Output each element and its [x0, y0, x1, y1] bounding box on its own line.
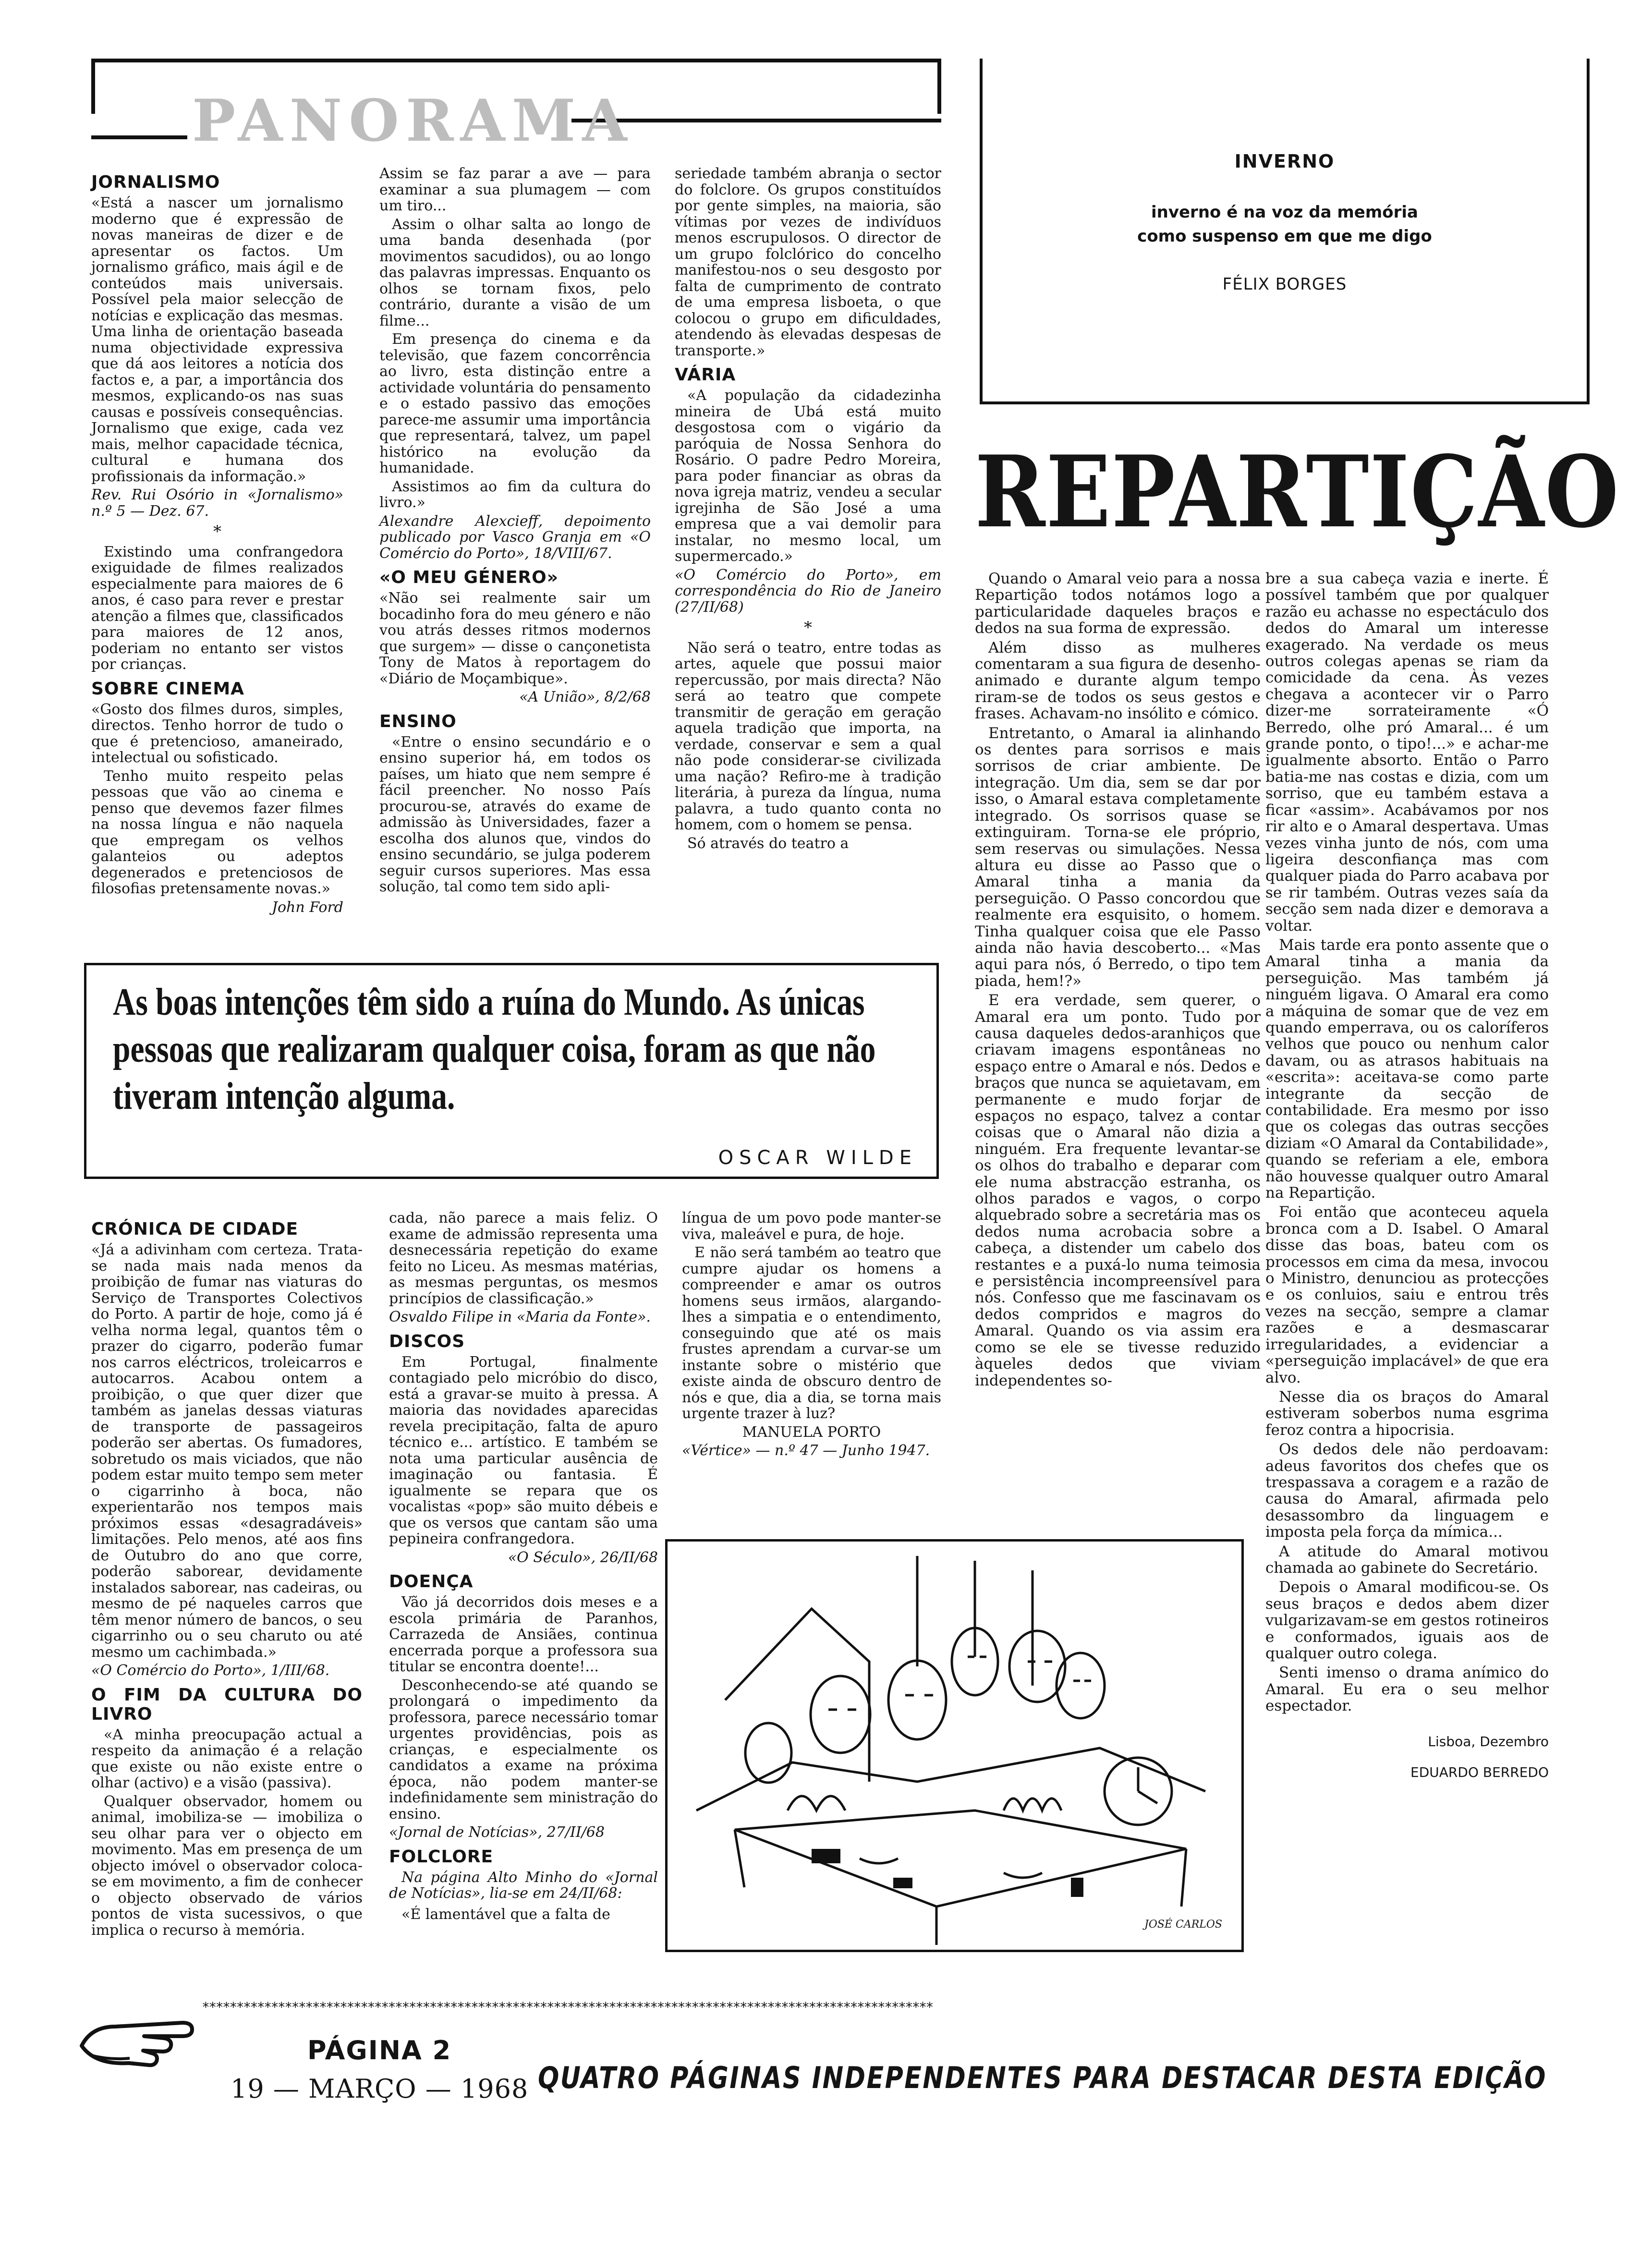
- reparticao-author: EDUARDO BERREDO: [1410, 1764, 1549, 1781]
- heading-discos: DISCOS: [389, 1331, 465, 1351]
- article-teatro-2: Só através do teatro a: [687, 835, 849, 852]
- article-doenca-p1: Vão já decorridos dois meses e a escola primária de Paranhos, Carrazeda de Ansiães, continua encerrada porque a professora sua titular se encontra doente!...: [389, 1594, 658, 1675]
- reparticao-c2-p2: Mais tarde era ponto assente que o Amaral tinha a mania da perseguição. Mas também já ninguém ligava. O Amaral era como a máquina de somar que de vez em quando emperrava, ou os caloríferos velhos que pouco ou nenhum calor davam, ou as atrasos habituais na «escrita»: aceitava-se como parte integrante da secção de contabilidade. Era mesmo por isso que os colegas das outras secções diziam «O Amaral da Contabilidade», quando se referiam a ele, embora não houvesse qualquer outro Amaral na Repartição.: [1265, 936, 1549, 1202]
- source-discos: «O Século», 26/II/68: [508, 1549, 658, 1566]
- source-vertice: «Vértice» — n.º 47 — Junho 1947.: [682, 1442, 930, 1459]
- footer-page: PÁGINA 2: [307, 2035, 452, 2065]
- article-teatro-cont: língua de um povo pode manter-se viva, maleável e pura, de hoje.: [682, 1210, 941, 1243]
- reparticao-place: Lisboa, Dezembro: [1428, 1733, 1549, 1749]
- article-folclore-p1: Na página Alto Minho do «Jornal de Notícias», lia-se em 24/II/68:: [389, 1869, 658, 1902]
- article-cinema-p2: Tenho muito respeito pelas pessoas que vão ao cinema e penso que devemos fazer filmes na nossa língua e não naquela que empregam os velhos galanteios ou adeptos degenerados e pretenciosos de filosofias pretensamente novas.»: [91, 767, 343, 897]
- source-genero: «A União», 8/2/68: [519, 689, 651, 705]
- heading-o-meu-genero: «O MEU GÉNERO»: [379, 568, 559, 587]
- article-discos: Em Portugal, finalmente contagiado pelo micróbio do disco, está a gravar-se muito à pressa. A maioria das novidades aparecidas revela precipitação, falta de apuro técnico e... artístico. E também se nota uma particular ausência de imaginação ou fantasia. É igualmente se repara que os vocalistas «pop» são muito débeis e que os versos que cantam são uma pepineira confrangedora.: [389, 1353, 658, 1547]
- quote-text: As boas intenções têm sido a ruína do Mundo. As únicas pessoas que realizaram qualquer coisa, foram as que não tiveram intenção alguma.: [113, 981, 876, 1117]
- reparticao-c1-p3: Entretanto, o Amaral ia alinhando os dentes para sorrisos e mais sorrisos de criar ambiente. De integração. Um dia, sem se dar por isso, o Amaral estava completamente integrado. Os sorrisos quase se extinguiram. Torna-se ele próprio, sem reservas ou simulações. Nessa altura eu disse ao Passo que o Amaral tinha a mania da perseguição. O Passo concordou que realmente era esquisito, o homem. Tinha qualquer coisa que ele Passo ainda não havia descoberto... «Mas aqui para nós, ó Berredo, o tipo tem piada, hem!?»: [975, 724, 1261, 990]
- masthead: [91, 59, 941, 155]
- reparticao-c2-p7: Depois o Amaral modificou-se. Os seus braços e dedos abem dizer vulgarizavam-se em gestos rotineiros e conformados, iguais aos de qualquer outro colega.: [1265, 1579, 1549, 1662]
- poem-line-2: como suspenso em que me digo: [1137, 227, 1432, 246]
- separator-star-2: *: [804, 618, 812, 637]
- article-cronica: «Já a adivinham com certeza. Trata-se nada mais nada menos da proibição de fumar nas viaturas do Serviço de Transportes Colectivos do Porto. A partir de hoje, como já é velha norma legal, quantos têm o prazer do cigarro, poderão fumar nos carros eléctricos, troleicarros e autocarros. Acabou ontem a proibição, o que quer dizer que também as janelas dessas viaturas de transporte de passageiros poderão ser abertas. Os fumadores, sobretudo os mais viciados, que não podem estar muito tempo sem meter o cigarrinho à boca, não experientarão nos tempos mais próximos essas «desagradáveis» limitações. Pelo menos, até aos fins de Outubro do ano que corre, poderão saborear, devidamente instalados saborear, nas cadeiras, ou mesmo de pé naqueles carros que têm menor número de bancos, o seu cigarrinho ou o seu charuto ou até mesmo um cachimbada.»: [91, 1241, 363, 1661]
- poem-line-1: inverno é na voz da memória: [1151, 203, 1419, 222]
- article-varia: «A população da cidadezinha mineira de Ubá está muito desgostosa com o vigário da paróquia de Nossa Senhora do Rosário. O padre Pedro Moreira, para poder financiar as obras da nova igreja matriz, vendeu a secular igrejinha de São José a uma empresa que a vai demolir para instalar, no mesmo local, um supermercado.»: [675, 387, 941, 565]
- illustration-drawing: [668, 1542, 1241, 1950]
- heading-cronica: CRÓNICA DE CIDADE: [91, 1219, 299, 1239]
- reparticao-c2-p5: Os dedos dele não perdoavam: adeus favoritos dos chefes que os trespassava a coragem e a razão de causa do Amaral, afirmada pelo desassombro da linguagem e imposta pela força da mímica...: [1265, 1441, 1549, 1541]
- article-fim-p2: Qualquer observador, homem ou animal, imobiliza-se — imobiliza o seu olhar para ver o objecto em movimento. Mas em presença de um objecto imóvel o observador coloca-se em movimento, a fim de conhecer o objecto observado de vários pontos de vista sucessivos, o que implica o recurso à memória.: [91, 1793, 363, 1939]
- reparticao-c2-p1: bre a sua cabeça vazia e inerte. É possível também que por qualquer razão eu achasse no espectáculo dos dedos do Amaral um interesse exagerado. Na verdade os meus outros colegas apenas se riam da comicidade da cena. Às vezes chegava a acontecer vir o Parro dizer-me sorrateiramente «Ó Berredo, olhe pró Amaral... é um grande ponto, o tipo!...» e achar-me igualmente absorto. Então o Parro batia-me nas costas e dizia, com um sorriso, que eu também estava a ficar «assim». Acabávamos por nos rir alto e o Amaral despertava. Umas vezes vinha junto de nós, com uma ligeira desconfiança mas com qualquer piada do Parro acabava por se rir também. Outras vezes saía da secção sem nada dizer e demorava a voltar.: [1265, 570, 1549, 935]
- article-alexcieff-p3: Em presença do cinema e da televisão, que fazem concorrência ao livro, esta distinção entre a actividade voluntária do pensamento e o estado passivo das emoções parece-me assumir uma importância que representará, talvez, um papel histórico na evolução da humanidade.: [379, 331, 651, 476]
- heading-doenca: DOENÇA: [389, 1572, 474, 1591]
- masthead-title: PANORAMA: [192, 87, 634, 155]
- article-folclore-p2: «É lamentável que a falta de: [401, 1906, 610, 1923]
- reparticao-title: REPARTIÇÃO: [975, 435, 1620, 550]
- top-column-3: [675, 166, 941, 854]
- pointing-hand-icon: [77, 2003, 202, 2075]
- poem-author: FÉLIX BORGES: [1222, 275, 1347, 294]
- top-column-2: [379, 166, 651, 898]
- article-ensino-cont: cada, não parece a mais feliz. O exame de admissão representa uma desnecessária repetição do exame feito no Liceu. As mesmas matérias, as mesmas perguntas, os mesmos princípios de classificação.»: [389, 1210, 658, 1307]
- footer-tagline: QUATRO PÁGINAS INDEPENDENTES PARA DESTACAR DESTA EDIÇÃO: [538, 2060, 1547, 2095]
- reparticao-c2-p4: Nesse dia os braços do Amaral estiveram soberbos numa esgrima feroz contra a hipocrisia.: [1265, 1388, 1549, 1439]
- reparticao-column-2: [1265, 571, 1549, 1784]
- poem-box: [980, 59, 1590, 404]
- quote-box: [84, 963, 939, 1179]
- article-doenca-p2: Desconhecendo-se até quando se prolongará o impedimento da professora, parece necessário tomar urgentes providências, pois as crianças, e especialmente os candidatos a exame na próxima época, não podem manter-se indefinidamente sem ministração do ensino.: [389, 1676, 658, 1822]
- reparticao-c2-p6: A atitude do Amaral motivou chamada ao gabinete do Secretário.: [1265, 1542, 1549, 1577]
- masthead-bar-left: [91, 135, 187, 139]
- reparticao-c1-p2: Além disso as mulheres comentaram a sua figura de desenho-animado e durante algum tempo riram-se de todos os seus gestos e frases. Achavam-no insólito e cómico.: [975, 639, 1261, 723]
- author-john-ford: John Ford: [271, 899, 343, 916]
- illustration: [665, 1539, 1244, 1952]
- lower-column-3: [682, 1210, 941, 1464]
- article-alexcieff-p2: Assim o olhar salta ao longo de uma banda desenhada (por movimentos sacudidos), ou ao longo das palavras impressas. Enquanto os olhos se tornam fixos, pelo contrário, durante a visão de um filme...: [379, 216, 651, 329]
- lower-column-1: [91, 1220, 363, 1941]
- source-varia: «O Comércio do Porto», em correspondência do Rio de Janeiro (27/II/68): [675, 566, 941, 616]
- article-ensino: «Entre o ensino secundário e o ensino superior há, em todos os países, um hiato que nem sempre é fácil preencher. No nosso País procurou-se, através do exame de admissão às Universidades, fazer a escolha dos alunos que, vindos do ensino secundário, se julga poderem seguir cursos superiores. Mas essa solução, tal como tem sido apli-: [379, 733, 651, 895]
- article-alexcieff-p4: Assistimos ao fim da cultura do livro.»: [379, 478, 651, 511]
- article-exiguidade: Existindo uma confrangedora exiguidade de filmes realizados especialmente para maiores de 6 anos, é caso para rever e prestar atenção a filmes que, classificados para maiores de 12 anos, poderiam no entanto ser vistos por crianças.: [91, 543, 343, 673]
- poem-title: INVERNO: [1234, 151, 1335, 172]
- illustration-signature: JOSÉ CARLOS: [1144, 1919, 1222, 1931]
- source-ensino: Osvaldo Filipe in «Maria da Fonte».: [389, 1309, 651, 1325]
- heading-folclore: FOLCLORE: [389, 1846, 494, 1867]
- footer-date: 19 — MARÇO — 1968: [231, 2074, 529, 2104]
- article-genero: «Não sei realmente sair um bocadinho fora do meu género e não vou atrás desses ritmos modernos que surgem» — disse o cançonetista Tony de Matos à reportagem do «Diário de Moçambique».: [379, 590, 651, 687]
- article-jornalismo: «Está a nascer um jornalismo moderno que é expressão de novas maneiras de dizer e de apresentar os factos. Um jornalismo gráfico, mais ágil e de conteúdos mais universais. Possível pela maior selecção de notícias e explicação das mesmas. Uma linha de orientação baseada numa objectividade expressiva que dá aos leitores a notícia dos factos e, a par, a importância dos mesmos, explicando-os nas suas causas e possíveis consequências. Jornalismo que exige, cada vez mais, melhor capacidade técnica, cultural e humana dos profissionais da informação.»: [91, 194, 343, 485]
- lower-column-2: [389, 1210, 658, 1925]
- article-cinema-p1: «Gosto dos filmes duros, simples, directos. Tenho horror de tudo o que é pretencioso, amaneirado, intelectual ou sofisticado.: [91, 701, 343, 766]
- article-alexcieff-p1: Assim se faz parar a ave — para examinar a sua plumagem — com um tiro...: [379, 165, 651, 214]
- source-jornalismo: Rev. Rui Osório in «Jornalismo» n.º 5 — Dez. 67.: [91, 486, 343, 520]
- separator-star: *: [213, 522, 221, 541]
- reparticao-c2-p8: Senti imenso o drama anímico do Amaral. Eu era o seu melhor espectador.: [1265, 1664, 1549, 1715]
- article-fim-p1: «A minha preocupação actual a respeito da animação é a relação que existe ou não existe entre o olhar (activo) e a visão (passiva).: [91, 1726, 363, 1791]
- heading-ensino: ENSINO: [379, 711, 457, 731]
- source-cronica: «O Comércio do Porto», 1/III/68.: [91, 1662, 330, 1679]
- article-teatro: Não será o teatro, entre todas as artes, aquele que possui maior repercussão, por mais directa? Não será ao teatro que compete transmitir de geração em geração aquela tradição que importa, na verdade, conservar e sem a qual não pode considerar-se civilizada uma nação? Refiro-me à tradição literária, à pureza da língua, numa palavra, a tudo quanto conta no homem, com o homem se pensa.: [675, 639, 941, 833]
- reparticao-c1-p4: E era verdade, sem querer, o Amaral era um ponto. Tudo por causa daqueles dedos-aranhiços que criavam imagens espontâneas no espaço entre o Amaral e nós. Dedos e braços que nunca se aquietavam, em permanente e mudo forjar de espaços no espaço, talvez a contar coisas que o Amaral não dizia a ninguém. Era frequente levantar-se os olhos do trabalho e deparar com ele numa abstracção estranha, os olhos parados e vagos, o corpo alquebrado sobre a secretária mas os dedos numa acrobacia sobre a cabeça, a distender um cabelo dos restantes e a puxá-lo numa teimosia e persistência incompreensível para nós. Confesso que me fascinavam os dedos compridos e magros do Amaral. Quando os via assim era como se ele se tivesse reduzido àqueles dedos que viviam independentes so-: [975, 992, 1261, 1389]
- top-column-1: [91, 173, 343, 920]
- source-doenca: «Jornal de Notícias», 27/II/68: [389, 1824, 605, 1841]
- footer-stars: **********************************************************************************************************: [202, 1999, 933, 2015]
- author-manuela-porto: MANUELA PORTO: [742, 1423, 881, 1441]
- reparticao-c2-p3: Foi então que aconteceu aquela bronca com a D. Isabel. O Amaral disse das boas, bateu com os processos em cima da mesa, invocou o Ministro, denunciou as protecções e os conluios, saiu e entrou três vezes na secção, sempre a clamar razões e a desmascarar irregularidades, a evidenciar a «perseguição implacável» de que era alvo.: [1265, 1203, 1549, 1386]
- heading-sobre-cinema: SOBRE CINEMA: [91, 679, 245, 699]
- article-teatro-cont-2: E não será também ao teatro que cumpre ajudar os homens a compreender e amar os outros homens seus irmãos, alargando-lhes a simpatia e o entendimento, conseguindo que até os mais frustes aprendam a curvar-se um instante sobre o mistério que existe ainda de obscuro dentro de nós e que, dia a dia, se torna mais urgente trazer à luz?: [682, 1244, 941, 1422]
- source-alexcieff: Alexandre Alexcieff, depoimento publicado por Vasco Granja em «O Comércio do Porto», 18/VIII/67.: [379, 512, 651, 562]
- heading-varia: VÁRIA: [675, 365, 736, 385]
- reparticao-column-1: [975, 571, 1261, 1392]
- heading-jornalismo: JORNALISMO: [91, 172, 220, 192]
- heading-fim-cultura: O FIM DA CULTURA DO LIVRO: [91, 1685, 363, 1724]
- article-folclore-cont: seriedade também abranja o sector do folclore. Os grupos constituídos por gente simples, na maioria, são vítimas por vezes de indivíduos menos escrupulosos. O director de um grupo folclórico do concelho manifestou-nos o seu desgosto por falta de cumprimento de contrato de uma empresa lisboeta, o que colocou o grupo em dificuldades, atendendo às elevadas despesas de transporte.»: [675, 165, 941, 359]
- quote-author: OSCAR WILDE: [718, 1147, 917, 1169]
- reparticao-c1-p1: Quando o Amaral veio para a nossa Repartição todos notámos logo a particularidade daqueles braços e dedos na sua forma de expressão.: [975, 570, 1261, 637]
